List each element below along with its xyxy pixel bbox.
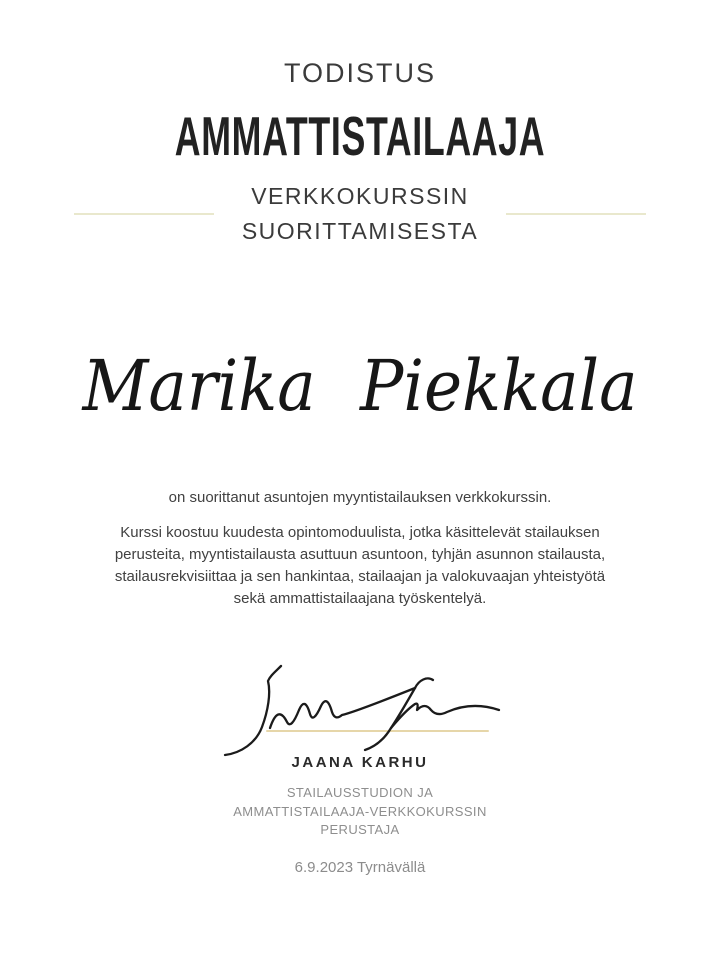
course-description-line-1: Kurssi koostuu kuudesta opintomoduulista, jotka käsittelevät stailauksen — [120, 524, 600, 541]
signer-role-line-3: PERUSTAJA — [320, 822, 400, 837]
decorative-line-right — [506, 213, 646, 215]
completion-statement: on suorittanut asuntojen myyntistailauksen verkkokurssin. — [168, 489, 552, 506]
course-description — [0, 522, 720, 610]
signature-scrawl-icon — [215, 658, 515, 758]
decorative-line-left — [74, 213, 214, 215]
signer-role — [0, 784, 720, 840]
subtitle-line-2: SUORITTAMISESTA — [241, 218, 479, 244]
subtitle-line-1: VERKKOKURSSIN — [251, 183, 469, 209]
date-place: 6.9.2023 Tyrnävällä — [294, 858, 426, 876]
course-title — [0, 103, 720, 169]
course-title-text: AMMATTISTAILAAJA — [174, 105, 546, 167]
course-description-line-3: stailausrekvisiittaa ja sen hankintaa, stailaajan ja valokuvaajan yhteistyötä — [114, 568, 606, 585]
signature-strokes — [225, 666, 499, 755]
signer-role-line-1: STAILAUSSTUDION JA — [286, 785, 434, 800]
subtitle-section — [0, 179, 720, 249]
signer-name: JAANA KARHU — [291, 754, 429, 771]
course-description-line-2: perusteita, myyntistailausta asuttuun asuntoon, tyhjän asunnon stailausta, — [114, 546, 606, 563]
certificate-type-label: TODISTUS — [283, 58, 436, 88]
recipient-name: Marika Piekkala — [82, 345, 638, 427]
signer-role-line-2: AMMATTISTAILAAJA-VERKKOKURSSIN — [233, 803, 487, 819]
subtitle-text — [242, 179, 478, 249]
course-description-line-4: sekä ammattistailaajana työskentelyä. — [233, 590, 487, 607]
